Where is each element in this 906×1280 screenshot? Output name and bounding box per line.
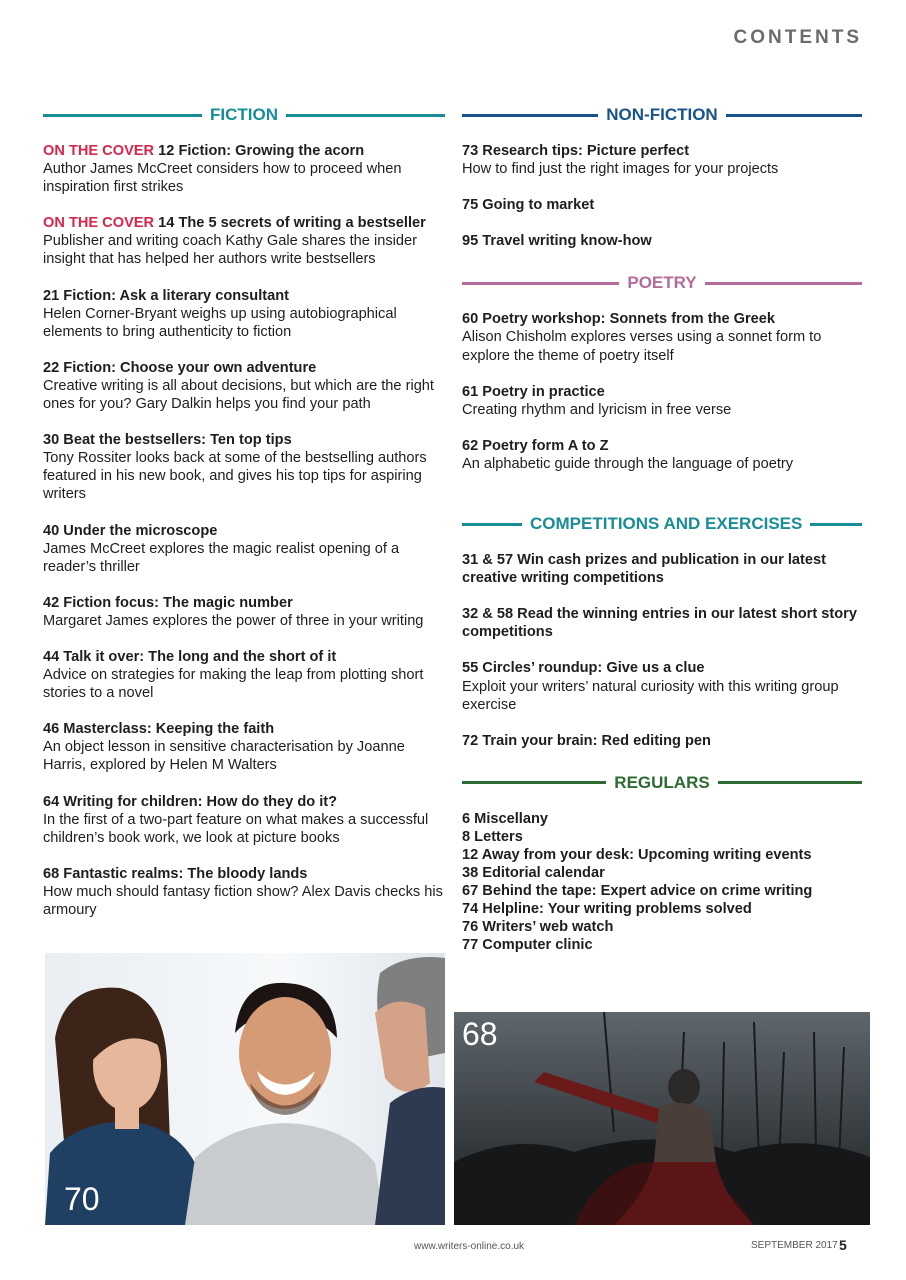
regulars-item: 12 Away from your desk: Upcoming writing events	[462, 846, 812, 863]
entry-title: 22 Fiction: Choose your own adventure	[43, 359, 317, 376]
entry-title-line	[462, 232, 862, 250]
entry-title-line	[462, 142, 862, 160]
entry-title: 62 Poetry form A to Z	[462, 437, 609, 454]
contents-entry	[43, 142, 445, 196]
entry-title-line	[43, 431, 445, 449]
entry-description: An object lesson in sensitive characterisation by Joanne Harris, explored by Helen M Walters	[43, 739, 405, 774]
contents-entry	[43, 431, 445, 503]
entry-title: 60 Poetry workshop: Sonnets from the Greek	[462, 311, 776, 328]
entry-title-line	[462, 383, 862, 401]
poetry-section-header	[462, 272, 862, 294]
fantasy-battle-photo	[454, 1012, 870, 1225]
contents-entry	[43, 865, 445, 919]
entry-title-line	[43, 865, 445, 883]
entry-title: 21 Fiction: Ask a literary consultant	[43, 287, 289, 304]
competitions-section-header	[462, 513, 862, 535]
contents-entry	[43, 793, 445, 847]
conversation-photo	[45, 953, 445, 1225]
entry-title: 30 Beat the bestsellers: Ten top tips	[43, 432, 292, 449]
contents-entry	[462, 551, 862, 587]
contents-entry	[462, 310, 862, 364]
website-url: www.writers-online.co.uk	[414, 1241, 525, 1252]
entry-title: 68 Fantastic realms: The bloody lands	[43, 865, 308, 882]
battle-illustration	[454, 1012, 870, 1225]
entry-title-line	[43, 793, 445, 811]
poetry-list	[462, 310, 862, 473]
entry-description: James McCreet explores the magic realist opening of a reader’s thriller	[43, 540, 400, 575]
entry-title-line	[43, 359, 445, 377]
regulars-item: 77 Computer clinic	[462, 937, 593, 954]
entry-title: 14 The 5 secrets of writing a bestseller	[158, 215, 426, 232]
entry-title-line	[43, 287, 445, 305]
fiction-section-header	[43, 104, 445, 126]
entry-description: Author James McCreet considers how to proceed when inspiration first strikes	[43, 161, 402, 196]
regulars-list	[462, 810, 862, 955]
entry-description: An alphabetic guide through the language of poetry	[462, 455, 794, 472]
regulars-item: 8 Letters	[462, 828, 523, 845]
entry-title-line	[462, 437, 862, 455]
regulars-item: 6 Miscellany	[462, 810, 548, 827]
entry-description: Creating rhythm and lyricism in free verse	[462, 401, 732, 418]
entry-title-line	[462, 551, 862, 587]
regulars-heading: REGULARS	[614, 772, 710, 792]
regulars-item: 38 Editorial calendar	[462, 865, 605, 882]
entry-description: Margaret James explores the power of three in your writing	[43, 612, 424, 629]
entry-title: 95 Travel writing know-how	[462, 233, 652, 250]
entry-title: 73 Research tips: Picture perfect	[462, 143, 690, 159]
entry-title: 12 Fiction: Growing the acorn	[158, 143, 365, 159]
contents-entry	[462, 142, 862, 178]
contents-entry	[462, 383, 862, 419]
entry-description: Alison Chisholm explores verses using a sonnet form to explore the theme of poetry itself	[462, 329, 822, 364]
entry-title: 75 Going to market	[462, 197, 595, 214]
entry-title-line	[43, 594, 445, 612]
entry-title: 55 Circles’ roundup: Give us a clue	[462, 660, 705, 677]
competitions-list	[462, 551, 862, 750]
entry-title: 44 Talk it over: The long and the short of it	[43, 648, 337, 665]
entry-description: In the first of a two-part feature on what makes a successful children’s book work, we look at picture books	[43, 811, 429, 846]
poetry-rule-left	[462, 282, 619, 285]
regulars-rule-right	[718, 781, 862, 784]
contents-entry	[462, 196, 862, 214]
photo-page-number: 68	[462, 1016, 498, 1052]
nonfiction-section-header	[462, 104, 862, 126]
fiction-list	[43, 142, 445, 919]
entry-title-line	[43, 720, 445, 738]
page-number: 5	[839, 1237, 847, 1253]
regulars-item: 67 Behind the tape: Expert advice on crime writing	[462, 883, 813, 900]
conversation-illustration	[45, 953, 445, 1225]
entry-title: 72 Train your brain: Red editing pen	[462, 732, 711, 749]
contents-entry	[43, 287, 445, 341]
contents-entry	[43, 720, 445, 774]
fiction-rule-left	[43, 114, 202, 117]
contents-entry	[43, 648, 445, 702]
right-column	[462, 104, 862, 955]
entry-description: Creative writing is all about decisions, but which are the right ones for you? Gary Dalkin helps you find your path	[43, 377, 434, 413]
entry-title: 46 Masterclass: Keeping the faith	[43, 721, 275, 738]
entry-title-line	[43, 522, 445, 540]
contents-entry	[462, 659, 862, 713]
on-the-cover-tag: ON THE COVER	[43, 143, 155, 159]
entry-title-line	[462, 732, 862, 750]
regulars-item: 76 Writers’ web watch	[462, 919, 614, 936]
poetry-rule-right	[705, 282, 862, 285]
entry-title: 32 & 58 Read the winning entries in our latest short story competitions	[462, 606, 857, 641]
entry-title-line	[462, 196, 862, 214]
entry-title: 64 Writing for children: How do they do it?	[43, 793, 338, 810]
entry-title-line	[462, 659, 862, 677]
nonfiction-heading: NON-FICTION	[606, 105, 718, 124]
contents-entry	[43, 522, 445, 576]
entry-title: 31 & 57 Win cash prizes and publication in our latest creative writing competitions	[462, 552, 826, 587]
contents-entry	[43, 594, 445, 630]
contents-entry	[43, 214, 445, 268]
contents-entry	[462, 232, 862, 250]
fiction-heading: FICTION	[210, 105, 278, 124]
entry-description: Advice on strategies for making the leap from plotting short stories to a novel	[43, 667, 424, 702]
poetry-heading: POETRY	[627, 273, 697, 293]
entry-description: Publisher and writing coach Kathy Gale shares the insider insight that has helped her authors write bestsellers	[43, 233, 417, 268]
entry-title: 40 Under the microscope	[43, 522, 218, 539]
nonfiction-rule-right	[726, 114, 862, 117]
nonfiction-rule-left	[462, 114, 598, 117]
entry-title-line	[43, 142, 445, 160]
contents-entry	[43, 359, 445, 413]
photo-page-number: 70	[64, 1181, 100, 1217]
entry-title-line	[462, 605, 862, 641]
regulars-section-header	[462, 772, 862, 794]
contents-entry	[462, 605, 862, 641]
entry-description: How much should fantasy fiction show? Alex Davis checks his armoury	[43, 883, 443, 918]
entry-title-line	[43, 648, 445, 666]
competitions-heading: COMPETITIONS AND EXERCISES	[530, 514, 803, 534]
entry-title-line	[43, 214, 445, 232]
issue-date: SEPTEMBER 2017	[751, 1240, 838, 1251]
entry-description: Exploit your writers’ natural curiosity with this writing group exercise	[462, 678, 839, 713]
entry-description: Tony Rossiter looks back at some of the bestselling authors featured in his new book, and gives his top tips for aspiring writers	[43, 450, 427, 503]
fiction-column	[43, 104, 445, 937]
fiction-rule-right	[286, 114, 445, 117]
entry-title: 42 Fiction focus: The magic number	[43, 594, 293, 611]
competitions-rule-left	[462, 523, 522, 526]
contents-entry	[462, 732, 862, 750]
regulars-item: 74 Helpline: Your writing problems solved	[462, 901, 752, 918]
entry-title-line	[462, 310, 862, 328]
entry-description: Helen Corner-Bryant weighs up using autobiographical elements to bring authenticity to fiction	[43, 305, 397, 340]
regulars-rule-left	[462, 781, 606, 784]
entry-title: 61 Poetry in practice	[462, 383, 605, 400]
competitions-rule-right	[810, 523, 862, 526]
on-the-cover-tag: ON THE COVER	[43, 215, 155, 232]
nonfiction-list	[462, 142, 862, 250]
contents-entry	[462, 437, 862, 473]
page-title: CONTENTS	[733, 27, 862, 48]
entry-description: How to find just the right images for your projects	[462, 161, 779, 178]
